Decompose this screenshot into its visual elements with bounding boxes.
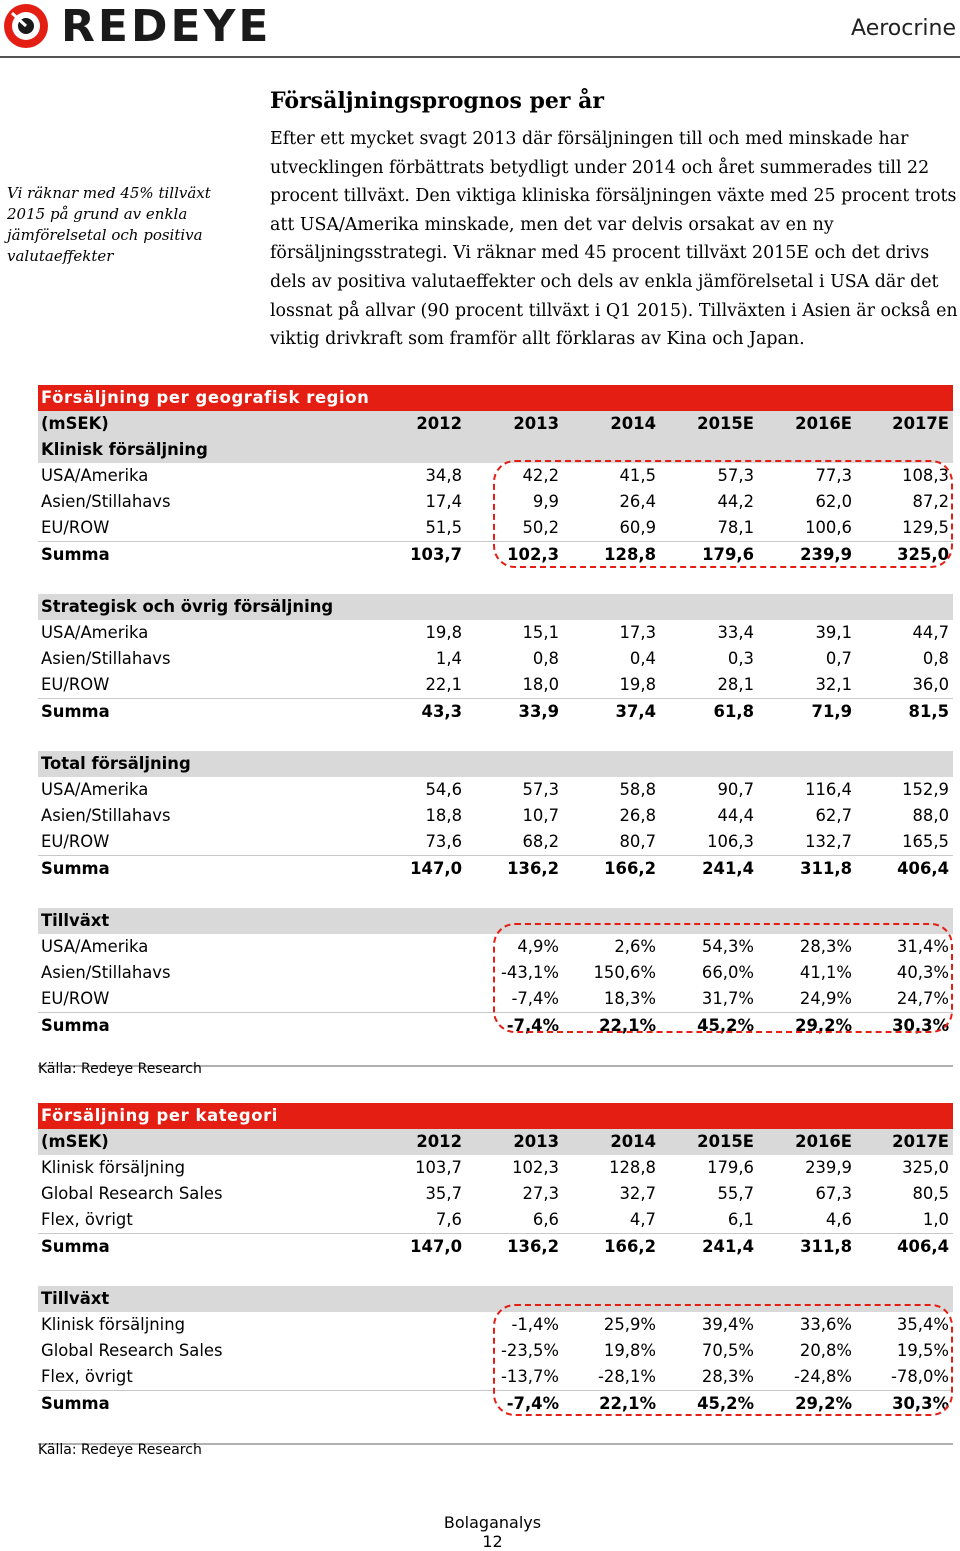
- year-header: 2014: [610, 1132, 656, 1151]
- company-name: Aerocrine: [851, 16, 956, 41]
- year-header: 2015E: [697, 414, 754, 433]
- cell-value: 6,1: [727, 1210, 754, 1229]
- cell-value: 106,3: [707, 832, 754, 851]
- brand-name: REDEYE: [61, 1, 272, 52]
- growth-highlight: [493, 923, 953, 1033]
- cell-value: 102,3: [512, 1158, 559, 1177]
- section-heading-row: [38, 594, 953, 620]
- row-label: Asien/Stillahavs: [41, 806, 171, 825]
- page-footer: [0, 1513, 960, 1551]
- cell-value: 29,2%: [795, 1394, 852, 1413]
- cell-value: 45,2%: [697, 1394, 754, 1413]
- cell-value: 44,2: [717, 492, 754, 511]
- row-label: EU/ROW: [41, 832, 110, 851]
- cell-value: -7,4%: [506, 1016, 559, 1035]
- cell-value: 39,4%: [701, 1315, 754, 1334]
- cell-value: 32,1: [815, 675, 852, 694]
- cell-value: 325,0: [897, 545, 949, 564]
- page-number: 12: [482, 1532, 503, 1551]
- cell-value: 311,8: [800, 859, 852, 878]
- cell-value: 241,4: [702, 859, 754, 878]
- header-divider: [0, 56, 960, 58]
- cell-value: 33,4: [717, 623, 754, 642]
- unit-label: (mSEK): [41, 1132, 109, 1151]
- section-heading: Total försäljning: [41, 754, 191, 773]
- cell-value: 41,1%: [799, 963, 852, 982]
- table-title-bar: [38, 385, 953, 411]
- section-heading: Klinisk försäljning: [41, 440, 208, 459]
- cell-value: 18,8: [425, 806, 462, 825]
- cell-value: 19,8: [425, 623, 462, 642]
- cell-value: 102,3: [507, 545, 559, 564]
- cell-value: 31,7%: [701, 989, 754, 1008]
- cell-value: 31,4%: [896, 937, 949, 956]
- cell-value: 325,0: [902, 1158, 949, 1177]
- year-header: 2015E: [697, 1132, 754, 1151]
- cell-value: 108,3: [902, 466, 949, 485]
- table-header-row: [38, 1129, 953, 1155]
- cell-value: 22,1%: [599, 1016, 656, 1035]
- cell-value: 43,3: [421, 702, 462, 721]
- cell-value: 100,6: [805, 518, 852, 537]
- cell-value: 166,2: [604, 859, 656, 878]
- cell-value: 50,2: [522, 518, 559, 537]
- cell-value: 28,3%: [799, 937, 852, 956]
- cell-value: 136,2: [507, 1237, 559, 1256]
- cell-value: 33,6%: [799, 1315, 852, 1334]
- cell-value: 4,9%: [517, 937, 559, 956]
- cell-value: 66,0%: [701, 963, 754, 982]
- cell-value: 136,2: [507, 859, 559, 878]
- cell-value: 54,6: [425, 780, 462, 799]
- cell-value: 19,5%: [896, 1341, 949, 1360]
- cell-value: 26,8: [619, 806, 656, 825]
- section-spacer: [38, 725, 953, 751]
- cell-value: 62,0: [815, 492, 852, 511]
- cell-value: 241,4: [702, 1237, 754, 1256]
- cell-value: 90,7: [717, 780, 754, 799]
- row-label: Summa: [41, 859, 110, 878]
- row-label: Summa: [41, 1237, 110, 1256]
- year-header: 2016E: [795, 414, 852, 433]
- cell-value: 78,1: [717, 518, 754, 537]
- source-note: Källa: Redeye Research: [38, 1061, 202, 1077]
- table-row: [38, 829, 953, 855]
- cell-value: 34,8: [425, 466, 462, 485]
- row-label: Klinisk försäljning: [41, 1158, 186, 1177]
- eye-logo-icon: [3, 3, 49, 49]
- body-paragraph: Efter ett mycket svagt 2013 där försäljningen till och med minskade har utvecklingen förbättrats betydligt under 2014 och året summerades till 22 procent tillväxt. Den viktiga kliniska försäljningen växte med 25 procent trots att USA/Amerika minskade, men det var delvis orsakat av en ny försäljningsstrategi. Vi räknar med 45 procent tillväxt 2015E och det drivs dels av positiva valutaeffekter och dels av enkla jämförelsetal i USA där det lossnat på allvar (90 procent tillväxt i Q1 2015). Tillväxten i Asien är också en viktig drivkraft som framför allt förklaras av Kina och Japan.: [270, 129, 958, 350]
- year-header: 2017E: [892, 1132, 949, 1151]
- cell-value: 54,3%: [701, 937, 754, 956]
- section-spacer: [38, 1260, 953, 1286]
- cell-value: 0,7: [825, 649, 852, 668]
- cell-value: 22,1%: [599, 1394, 656, 1413]
- cell-value: 152,9: [902, 780, 949, 799]
- cell-value: -7,4%: [511, 989, 559, 1008]
- cell-value: 28,1: [717, 675, 754, 694]
- cell-value: 150,6%: [593, 963, 656, 982]
- table-row: [38, 1207, 953, 1233]
- row-label: USA/Amerika: [41, 780, 149, 799]
- cell-value: 1,0: [922, 1210, 949, 1229]
- row-label: Summa: [41, 1016, 110, 1035]
- cell-value: 42,2: [522, 466, 559, 485]
- cell-value: 19,8%: [603, 1341, 656, 1360]
- cell-value: 30,3%: [892, 1394, 949, 1413]
- cell-value: 18,3%: [603, 989, 656, 1008]
- cell-value: 239,9: [800, 545, 852, 564]
- cell-value: -24,8%: [794, 1367, 852, 1386]
- cell-value: 0,8: [532, 649, 559, 668]
- cell-value: 24,7%: [896, 989, 949, 1008]
- cell-value: 2,6%: [614, 937, 656, 956]
- year-header: 2013: [513, 1132, 559, 1151]
- cell-value: 165,5: [902, 832, 949, 851]
- cell-value: 1,4: [435, 649, 462, 668]
- cell-value: 33,9: [518, 702, 559, 721]
- section-heading: Tillväxt: [41, 1289, 110, 1308]
- cell-value: 0,3: [727, 649, 754, 668]
- cell-value: 29,2%: [795, 1016, 852, 1035]
- cell-value: 27,3: [522, 1184, 559, 1203]
- table-row: [38, 1181, 953, 1207]
- cell-value: -13,7%: [501, 1367, 559, 1386]
- year-header: 2013: [513, 414, 559, 433]
- cell-value: 81,5: [908, 702, 949, 721]
- row-label: EU/ROW: [41, 989, 110, 1008]
- cell-value: 80,5: [912, 1184, 949, 1203]
- table-row: [38, 803, 953, 829]
- cell-value: 132,7: [805, 832, 852, 851]
- cell-value: 57,3: [717, 466, 754, 485]
- cell-value: 60,9: [619, 518, 656, 537]
- section-spacer: [38, 568, 953, 594]
- year-header: 2012: [416, 1132, 462, 1151]
- cell-value: 40,3%: [896, 963, 949, 982]
- cell-value: -7,4%: [506, 1394, 559, 1413]
- cell-value: 128,8: [609, 1158, 656, 1177]
- row-label: Asien/Stillahavs: [41, 963, 171, 982]
- row-label: USA/Amerika: [41, 937, 149, 956]
- cell-value: -78,0%: [891, 1367, 949, 1386]
- cell-value: 166,2: [604, 1237, 656, 1256]
- cell-value: 32,7: [619, 1184, 656, 1203]
- row-label: USA/Amerika: [41, 466, 149, 485]
- cell-value: 35,7: [425, 1184, 462, 1203]
- cell-value: 15,1: [522, 623, 559, 642]
- cell-value: 18,0: [522, 675, 559, 694]
- table-row: [38, 856, 953, 882]
- cell-value: 19,8: [619, 675, 656, 694]
- growth-highlight: [493, 1304, 953, 1416]
- table-row: [38, 672, 953, 698]
- margin-note: Vi räknar med 45% tillväxt 2015 på grund av enkla jämförelsetal och positiva valutaeffekter: [7, 184, 211, 265]
- cell-value: 239,9: [805, 1158, 852, 1177]
- cell-value: 44,4: [717, 806, 754, 825]
- cell-value: 103,7: [415, 1158, 462, 1177]
- cell-value: 4,7: [629, 1210, 656, 1229]
- section-heading: Tillväxt: [41, 911, 110, 930]
- redeye-logo: [3, 1, 272, 52]
- cell-value: 30,3%: [892, 1016, 949, 1035]
- source-note: Källa: Redeye Research: [38, 1442, 202, 1458]
- cell-value: 45,2%: [697, 1016, 754, 1035]
- cell-value: 7,6: [435, 1210, 462, 1229]
- cell-value: 6,6: [532, 1210, 559, 1229]
- row-label: EU/ROW: [41, 518, 110, 537]
- table-row: [38, 1234, 953, 1260]
- section-title: Försäljningsprognos per år: [270, 88, 604, 114]
- cell-value: 406,4: [897, 859, 949, 878]
- row-label: Summa: [41, 1394, 110, 1413]
- section-heading: Strategisk och övrig försäljning: [41, 597, 334, 616]
- cell-value: 24,9%: [799, 989, 852, 1008]
- year-header: 2016E: [795, 1132, 852, 1151]
- cell-value: 26,4: [619, 492, 656, 511]
- cell-value: 116,4: [805, 780, 852, 799]
- cell-value: 179,6: [707, 1158, 754, 1177]
- table-row: [38, 620, 953, 646]
- cell-value: 62,7: [815, 806, 852, 825]
- cell-value: -28,1%: [598, 1367, 656, 1386]
- cell-value: 17,3: [619, 623, 656, 642]
- cell-value: 9,9: [532, 492, 559, 511]
- cell-value: 0,8: [922, 649, 949, 668]
- cell-value: 311,8: [800, 1237, 852, 1256]
- table-row: [38, 777, 953, 803]
- cell-value: 55,7: [717, 1184, 754, 1203]
- cell-value: 22,1: [425, 675, 462, 694]
- cell-value: 61,8: [713, 702, 754, 721]
- cell-value: 77,3: [815, 466, 852, 485]
- cell-value: 0,4: [629, 649, 656, 668]
- cell-value: 147,0: [410, 1237, 462, 1256]
- row-label: Asien/Stillahavs: [41, 492, 171, 511]
- cell-value: -1,4%: [511, 1315, 559, 1334]
- table-title: Försäljning per geografisk region: [41, 388, 370, 407]
- cell-value: 87,2: [912, 492, 949, 511]
- cell-value: 128,8: [604, 545, 656, 564]
- table-row: [38, 1155, 953, 1181]
- cell-value: 44,7: [912, 623, 949, 642]
- cell-value: 67,3: [815, 1184, 852, 1203]
- cell-value: 147,0: [410, 859, 462, 878]
- cell-value: 17,4: [425, 492, 462, 511]
- cell-value: 20,8%: [799, 1341, 852, 1360]
- cell-value: 41,5: [619, 466, 656, 485]
- cell-value: 70,5%: [701, 1341, 754, 1360]
- table-title: Försäljning per kategori: [41, 1106, 278, 1125]
- row-label: Summa: [41, 702, 110, 721]
- section-spacer: [38, 1417, 953, 1443]
- unit-label: (mSEK): [41, 414, 109, 433]
- footer-label: Bolaganalys: [443, 1513, 542, 1532]
- table-row: [38, 699, 953, 725]
- cell-value: 103,7: [410, 545, 462, 564]
- cell-value: 10,7: [522, 806, 559, 825]
- cell-value: 129,5: [902, 518, 949, 537]
- row-label: EU/ROW: [41, 675, 110, 694]
- row-label: Global Research Sales: [41, 1341, 223, 1360]
- row-label: Flex, övrigt: [41, 1210, 133, 1229]
- cell-value: 25,9%: [603, 1315, 656, 1334]
- row-label: USA/Amerika: [41, 623, 149, 642]
- section-heading-row: [38, 751, 953, 777]
- row-label: Flex, övrigt: [41, 1367, 133, 1386]
- estimate-highlight: [493, 460, 953, 568]
- cell-value: 73,6: [425, 832, 462, 851]
- cell-value: 39,1: [815, 623, 852, 642]
- section-spacer: [38, 882, 953, 908]
- cell-value: 35,4%: [896, 1315, 949, 1334]
- table-row: [38, 646, 953, 672]
- cell-value: 36,0: [912, 675, 949, 694]
- row-label: Global Research Sales: [41, 1184, 223, 1203]
- cell-value: 179,6: [702, 545, 754, 564]
- row-label: Asien/Stillahavs: [41, 649, 171, 668]
- cell-value: 51,5: [425, 518, 462, 537]
- row-label: Summa: [41, 545, 110, 564]
- year-header: 2014: [610, 414, 656, 433]
- cell-value: 37,4: [615, 702, 656, 721]
- cell-value: -23,5%: [501, 1341, 559, 1360]
- cell-value: 406,4: [897, 1237, 949, 1256]
- year-header: 2012: [416, 414, 462, 433]
- cell-value: 80,7: [619, 832, 656, 851]
- cell-value: 57,3: [522, 780, 559, 799]
- cell-value: 71,9: [811, 702, 852, 721]
- row-label: Klinisk försäljning: [41, 1315, 186, 1334]
- cell-value: -43,1%: [501, 963, 559, 982]
- table-title-bar: [38, 1103, 953, 1129]
- cell-value: 58,8: [619, 780, 656, 799]
- year-header: 2017E: [892, 414, 949, 433]
- cell-value: 4,6: [825, 1210, 852, 1229]
- table-header-row: [38, 411, 953, 437]
- cell-value: 88,0: [912, 806, 949, 825]
- cell-value: 28,3%: [701, 1367, 754, 1386]
- cell-value: 68,2: [522, 832, 559, 851]
